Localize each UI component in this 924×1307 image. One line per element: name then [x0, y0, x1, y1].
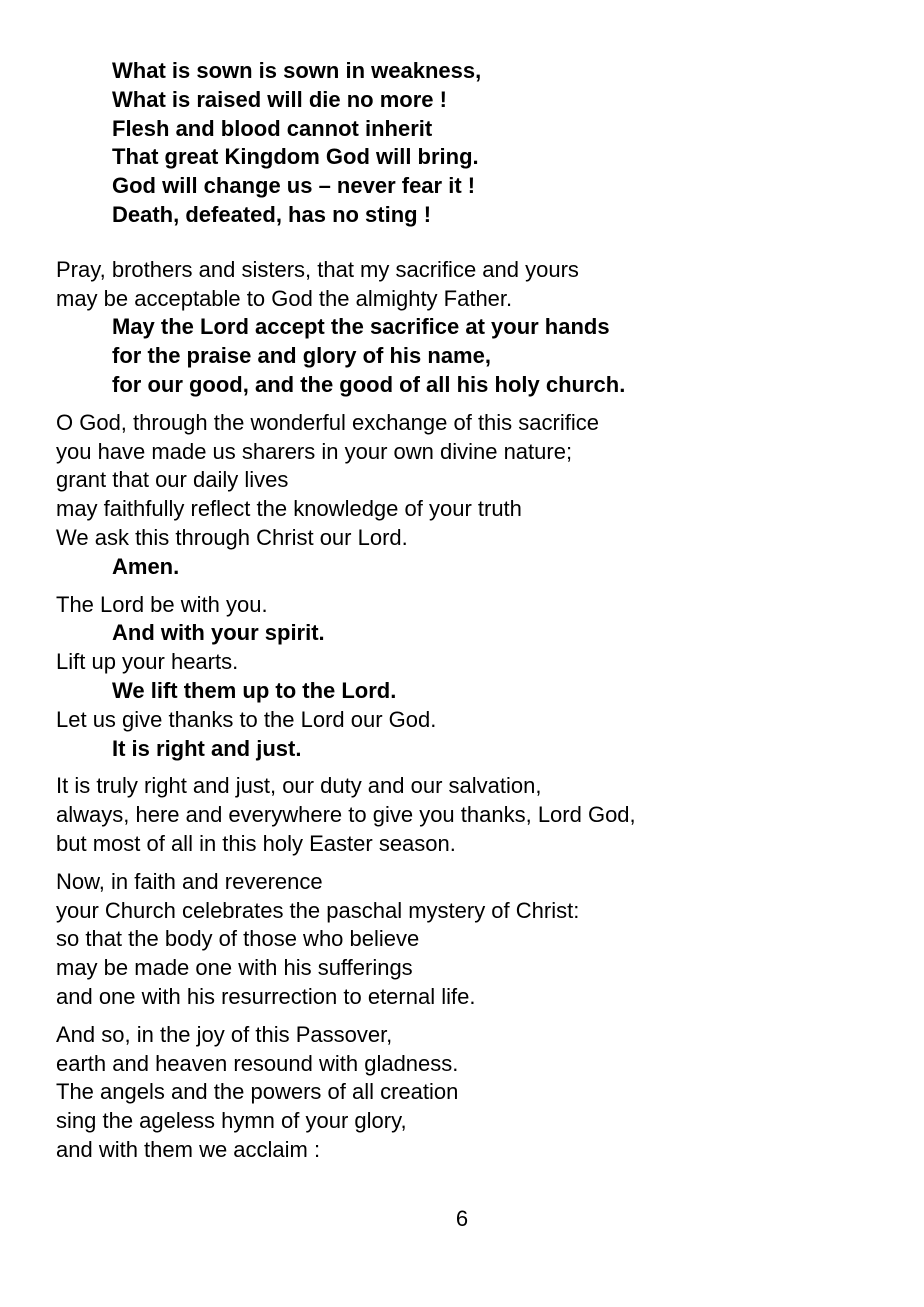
priest-line: Now, in faith and reverence	[56, 868, 323, 894]
response-line: Amen.	[112, 553, 180, 579]
response-line: Death, defeated, has no sting !	[112, 201, 432, 227]
priest-line: earth and heaven resound with gladness.	[56, 1050, 459, 1076]
priest-line: always, here and everywhere to give you thanks, Lord God,	[56, 802, 636, 828]
priest-line: grant that our daily lives	[56, 467, 289, 493]
response-line: Flesh and blood cannot inherit	[112, 115, 433, 141]
priest-line: may be made one with his sufferings	[56, 955, 413, 981]
preface-conclusion	[56, 1021, 876, 1165]
response-line: And with your spirit.	[112, 620, 325, 646]
hymn-verse	[56, 57, 876, 230]
priest-line: Lift up your hearts.	[56, 649, 239, 675]
preface-opening	[56, 772, 876, 858]
priest-line: so that the body of those who believe	[56, 926, 420, 952]
priest-line: Let us give thanks to the Lord our God.	[56, 706, 437, 732]
response-line: That great Kingdom God will bring.	[112, 144, 479, 170]
priest-line: may be acceptable to God the almighty Father.	[56, 285, 513, 311]
prayer-over-offerings	[56, 409, 876, 582]
priest-line: And so, in the joy of this Passover,	[56, 1021, 393, 1047]
preface-body	[56, 868, 876, 1012]
priest-line: but most of all in this holy Easter season.	[56, 830, 456, 856]
response-line: What is sown is sown in weakness,	[112, 58, 482, 83]
priest-line: We ask this through Christ our Lord.	[56, 524, 408, 550]
priest-line: and with them we acclaim :	[56, 1136, 321, 1162]
liturgy-page	[56, 57, 876, 1165]
priest-line: O God, through the wonderful exchange of this sacrifice	[56, 409, 599, 435]
preface-dialogue	[56, 591, 876, 764]
priest-line: sing the ageless hymn of your glory,	[56, 1108, 407, 1134]
priest-line: your Church celebrates the paschal mystery of Christ:	[56, 897, 580, 923]
response-line: May the Lord accept the sacrifice at your hands	[112, 314, 610, 340]
response-line: What is raised will die no more !	[112, 86, 447, 112]
priest-line: Pray, brothers and sisters, that my sacrifice and yours	[56, 256, 579, 282]
response-line: for our good, and the good of all his holy church.	[112, 371, 626, 397]
response-line: for the praise and glory of his name,	[112, 343, 491, 369]
response-line: It is right and just.	[112, 735, 302, 761]
priest-line: and one with his resurrection to eternal life.	[56, 983, 476, 1009]
priest-line: you have made us sharers in your own divine nature;	[56, 438, 573, 464]
pray-brothers-section	[56, 256, 876, 400]
page-number: 6	[455, 1206, 469, 1231]
priest-line: The Lord be with you.	[56, 591, 268, 617]
priest-line: It is truly right and just, our duty and our salvation,	[56, 773, 542, 799]
response-line: We lift them up to the Lord.	[112, 677, 397, 703]
priest-line: The angels and the powers of all creation	[56, 1079, 459, 1105]
priest-line: may faithfully reflect the knowledge of your truth	[56, 496, 522, 522]
response-line: God will change us – never fear it !	[112, 173, 476, 199]
